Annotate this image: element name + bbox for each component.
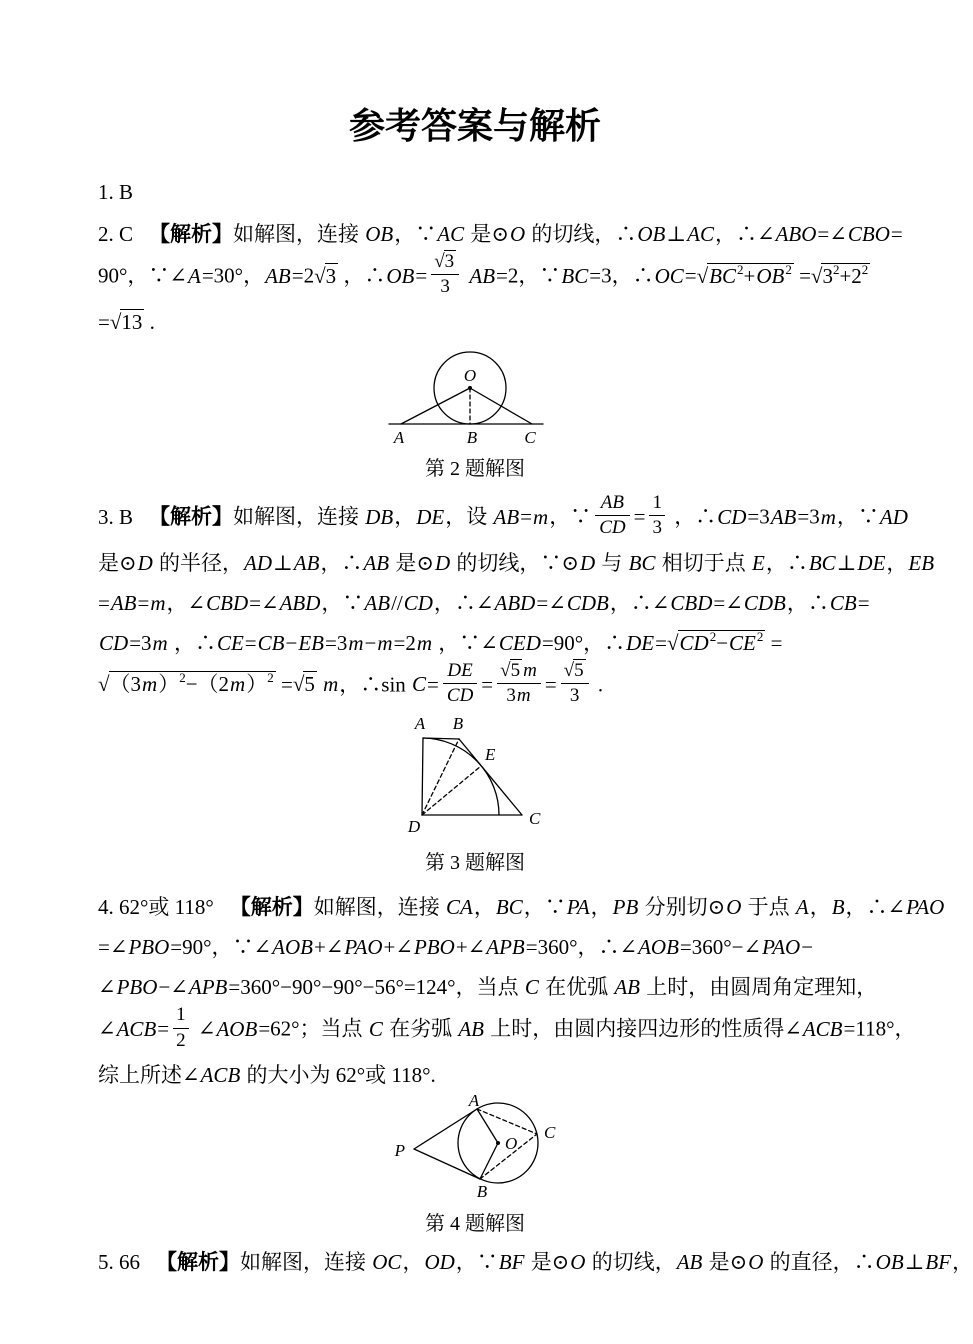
radius-oa bbox=[477, 1109, 498, 1143]
point-label-a: A bbox=[414, 714, 425, 734]
answer-4-line-1 bbox=[98, 887, 945, 927]
point-label-d: D bbox=[407, 817, 420, 837]
answer-1-line bbox=[98, 172, 852, 212]
math-text: 90°，∵∠A=30°，AB=2√3 ，∴OB= bbox=[98, 263, 428, 288]
answer-3-line-3 bbox=[98, 583, 870, 623]
tangent-pb bbox=[414, 1149, 480, 1179]
answer-3-line-2 bbox=[98, 543, 935, 583]
math-text: 如解图，连接 DB，DE，设 AB=m，∵ bbox=[233, 504, 592, 529]
math-text: CD=3m ，∴CE=CB−EB=3m−m=2m ，∵∠CED=90°，$\therefore DE=√CD^2-CE^2$ = bbox=[99, 628, 783, 655]
answer-5-solution bbox=[98, 1242, 973, 1282]
point-label-o: O bbox=[463, 365, 477, 385]
analysis-tag: 【解析】 bbox=[156, 1250, 240, 1275]
math-text: = bbox=[633, 504, 646, 529]
answer-4-line-5 bbox=[98, 1055, 852, 1095]
figure-question-2 bbox=[98, 348, 852, 483]
segment-oc bbox=[470, 388, 532, 424]
answer-4-line-2 bbox=[98, 927, 852, 967]
segment-oa bbox=[401, 388, 470, 424]
point-label-b: B bbox=[452, 714, 463, 734]
radius-ob bbox=[480, 1143, 498, 1179]
dashed-segment-de bbox=[422, 766, 481, 815]
point-label-c: C bbox=[543, 1123, 555, 1143]
answer-5-number: 5. 66 bbox=[98, 1250, 140, 1275]
math-text: ∠AOB=62°；当点 C 在劣弧 AB 上时，由圆内接四边形的性质得∠ACB=118°， bbox=[192, 1017, 916, 1042]
fraction: $\frac{√3}{3}$ bbox=[431, 251, 459, 299]
dashed-chord-ac bbox=[477, 1109, 537, 1134]
math-text: ，∴CD=3AB=3m，∵AD bbox=[668, 504, 908, 529]
question-4-diagram bbox=[388, 1091, 563, 1205]
point-label-p: P bbox=[394, 1141, 405, 1161]
answer-2-number: 2. C bbox=[98, 222, 134, 246]
fraction: $\frac{√5 m}{3m}$ bbox=[497, 660, 541, 708]
math-text: 综上所述∠ACB 的大小为 62°或 118°. bbox=[98, 1063, 436, 1088]
point-label-b: B bbox=[476, 1182, 487, 1202]
figure-question-3 bbox=[98, 712, 852, 877]
answer-2-line-2 bbox=[98, 251, 869, 302]
answer-3-solution bbox=[98, 491, 935, 711]
answer-2-solution bbox=[98, 214, 903, 342]
answer-2-line-3 bbox=[98, 302, 852, 342]
math-text: 如解图，连接 OC，OD，∵BF 是⊙O 的切线，AB 是⊙O 的直径，∴OB⊥BF， bbox=[240, 1250, 973, 1275]
math-text: . bbox=[592, 672, 604, 697]
fraction: $\frac{AB}{CD}$ bbox=[595, 492, 629, 540]
point-label-a: A bbox=[468, 1091, 479, 1111]
answer-3-number: 3. B bbox=[98, 504, 134, 529]
point-label-o: O bbox=[504, 1134, 517, 1154]
answer-5-line-1 bbox=[98, 1242, 973, 1282]
answer-1-text: 1. B bbox=[98, 180, 134, 204]
analysis-tag: 【解析】 bbox=[229, 895, 314, 920]
figure-4-caption: 第 4 题解图 bbox=[425, 1213, 525, 1236]
math-text: = bbox=[481, 672, 494, 697]
center-point-o bbox=[496, 1141, 500, 1145]
dashed-segment-db bbox=[422, 739, 459, 815]
math-text: $√(3m)^2-(2m)^2 =√5$ m，∴sin C= bbox=[98, 670, 439, 697]
fraction: $\frac{1}{3}$ bbox=[649, 492, 665, 540]
point-label-e: E bbox=[484, 745, 495, 765]
center-point-o bbox=[468, 386, 472, 390]
question-2-diagram bbox=[375, 348, 575, 450]
figure-3-caption: 第 3 题解图 bbox=[425, 852, 525, 875]
point-label-a: A bbox=[393, 427, 405, 447]
question-3-diagram bbox=[393, 712, 558, 844]
segment-ad bbox=[422, 738, 423, 815]
answer-3-line-4 bbox=[98, 623, 852, 663]
fraction: $\frac{1}{2}$ bbox=[173, 1004, 189, 1052]
point-label-c: C bbox=[528, 809, 540, 829]
answer-4-line-4 bbox=[98, 1004, 916, 1055]
answer-2-line-1 bbox=[98, 214, 903, 254]
point-label-b: B bbox=[466, 427, 478, 447]
page-content bbox=[0, 172, 973, 1282]
answer-4-number: 4. 62°或 118° bbox=[98, 895, 214, 920]
answer-4-solution bbox=[98, 887, 945, 1095]
point-label-c: C bbox=[524, 427, 536, 447]
math-text: AB=2，∵BC=3，$\therefore OC=√BC^2+OB^2 =√3^2+2^2$ bbox=[469, 261, 869, 288]
fraction: $\frac{√5}{3}$ bbox=[561, 660, 589, 708]
tangent-pa bbox=[414, 1109, 477, 1149]
answer-3-line-1 bbox=[98, 491, 908, 543]
math-text: 如解图，连接 CA，BC，∵PA，PB 分别切⊙O 于点 A，B，∴∠PAO bbox=[313, 895, 945, 920]
answer-3-line-5 bbox=[98, 659, 852, 711]
analysis-tag: 【解析】 bbox=[149, 222, 234, 246]
math-text: ∠PBO−∠APB=360°−90°−90°−56°=124°，当点 C 在优弧 AB 上时，由圆周角定理知， bbox=[98, 975, 878, 1000]
math-text: 如解图，连接 OB，∵AC 是⊙O 的切线，∴OB⊥AC，∴∠ABO=∠CBO= bbox=[233, 222, 903, 246]
figure-question-4 bbox=[98, 1091, 852, 1238]
answer-4-line-3 bbox=[98, 967, 878, 1007]
fraction: $\frac{DE}{CD}$ bbox=[443, 660, 477, 708]
figure-2-caption: 第 2 题解图 bbox=[425, 457, 525, 480]
math-text: =∠PBO=90°，∵∠AOB+∠PAO+∠PBO+∠APB=360°，∴∠AOB=360°−∠PAO− bbox=[98, 935, 814, 960]
math-text: ∠ACB= bbox=[98, 1017, 170, 1042]
math-text: 是⊙D 的半径，AD⊥AB，∴AB 是⊙D 的切线，∵⊙D 与 BC 相切于点 E，∴BC⊥DE，EB bbox=[98, 550, 935, 575]
math-text: =AB=m，∠CBD=∠ABD，∵AB//CD，∴∠ABD=∠CDB，∴∠CBD=∠CDB，∴CB= bbox=[98, 590, 870, 615]
math-text: =√13 . bbox=[98, 309, 155, 334]
math-text: = bbox=[544, 672, 557, 697]
analysis-tag: 【解析】 bbox=[149, 504, 234, 529]
page-title: 参考答案与解析 bbox=[348, 106, 601, 146]
